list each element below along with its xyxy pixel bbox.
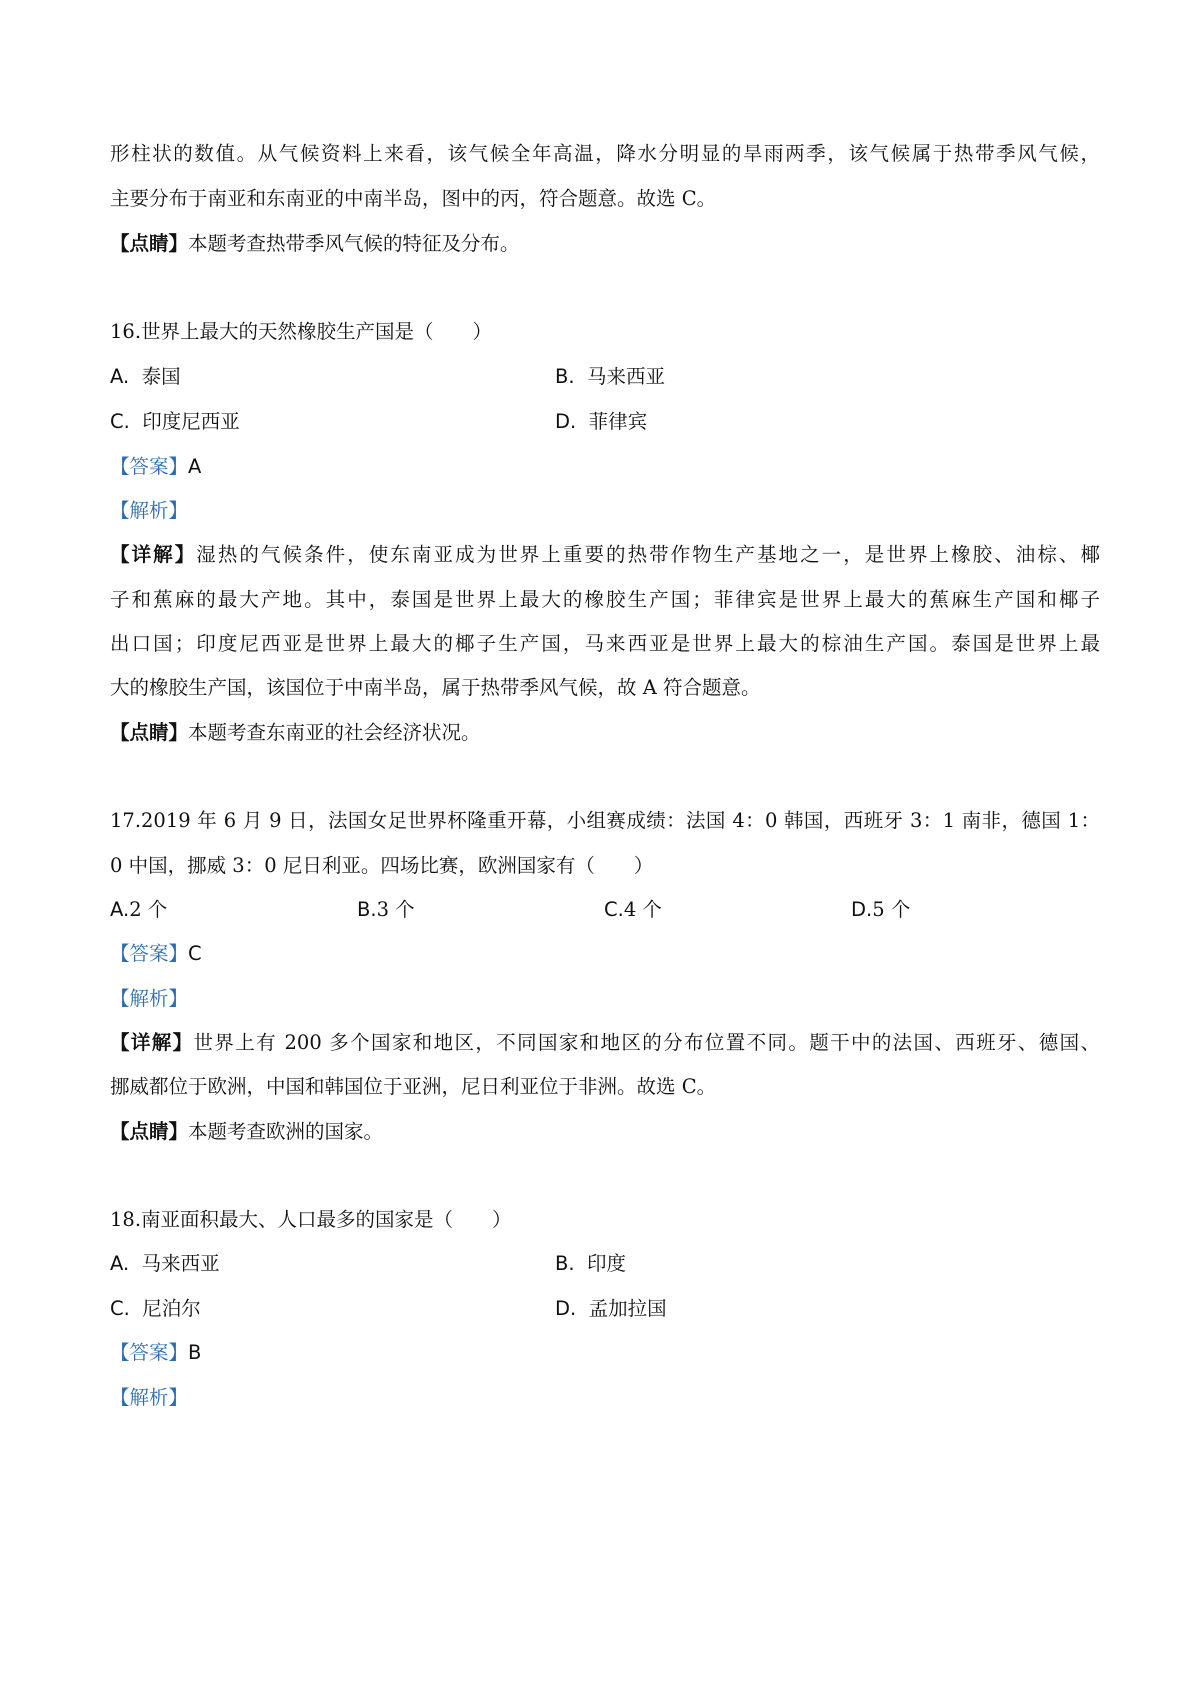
q16-analysis-tag: 【解析】 (110, 499, 189, 522)
detail-tag: 【详解】 (110, 543, 197, 566)
q18-option-d: D. 孟加拉国 (555, 1297, 667, 1320)
intro-line-2: 主要分布于南亚和东南亚的中南半岛，图中的丙，符合题意。故选 C。 (110, 187, 717, 210)
q17-detail-line-2: 挪威都位于欧洲，中国和韩国位于亚洲，尼日利亚位于非洲。故选 C。 (110, 1075, 717, 1098)
q17-option-d: D.5 个 (851, 898, 911, 921)
answer-tag: 【答案】 (110, 942, 189, 965)
answer-value: B (188, 1341, 202, 1364)
q18-analysis-tag: 【解析】 (110, 1386, 189, 1409)
answer-tag: 【答案】 (110, 1341, 189, 1364)
answer-value: A (188, 455, 202, 478)
q16-detail-line-3: 出口国；印度尼西亚是世界上最大的椰子生产国，马来西亚是世界上最大的棕油生产国。泰国是世界上最 (110, 632, 1100, 655)
q16-option-b: B. 马来西亚 (555, 365, 665, 388)
q17-comment (110, 1118, 383, 1146)
q17-answer (110, 940, 202, 968)
q16-detail-line-1: 【详解】湿热的气候条件，使东南亚成为世界上重要的热带作物生产基地之一，是世界上橡胶、油棕、椰 (110, 543, 1100, 566)
q17-option-a: A.2 个 (110, 898, 168, 921)
comment-tag: 【点睛】 (110, 721, 189, 744)
q17-option-b: B.3 个 (357, 898, 415, 921)
q17-stem-line-2: 0 中国，挪威 3：0 尼日利亚。四场比赛，欧洲国家有（ ） (110, 854, 654, 877)
comment-text: 本题考查欧洲的国家。 (188, 1120, 384, 1143)
q16-comment (110, 719, 481, 747)
comment-text: 本题考查东南亚的社会经济状况。 (188, 721, 481, 744)
q18-option-a: A. 马来西亚 (110, 1252, 220, 1275)
q16-option-d: D. 菲律宾 (555, 410, 648, 433)
q16-option-c: C. 印度尼西亚 (110, 410, 240, 433)
comment-text: 本题考查热带季风气候的特征及分布。 (188, 232, 520, 255)
answer-value: C (188, 942, 202, 965)
q17-analysis-tag: 【解析】 (110, 987, 189, 1010)
comment-tag: 【点睛】 (110, 232, 189, 255)
intro-comment (110, 230, 520, 258)
q16-option-a: A. 泰国 (110, 365, 181, 388)
q18-stem: 18.南亚面积最大、人口最多的国家是（ ） (110, 1208, 512, 1231)
comment-tag: 【点睛】 (110, 1120, 189, 1143)
q17-stem-line-1: 17.2019 年 6 月 9 日，法国女足世界杯隆重开幕，小组赛成绩：法国 4：0 韩国，西班牙 3：1 南非，德国 1： (110, 809, 1100, 832)
q18-option-c: C. 尼泊尔 (110, 1297, 201, 1320)
q16-stem: 16.世界上最大的天然橡胶生产国是（ ） (110, 320, 493, 343)
q16-detail-line-2: 子和蕉麻的最大产地。其中，泰国是世界上最大的橡胶生产国；菲律宾是世界上最大的蕉麻生产国和椰子 (110, 588, 1100, 611)
intro-line-1: 形柱状的数值。从气候资料上来看，该气候全年高温，降水分明显的旱雨两季，该气候属于热带季风气候， (110, 142, 1100, 165)
q17-option-c: C.4 个 (604, 898, 662, 921)
q16-answer (110, 453, 201, 481)
q18-answer (110, 1339, 201, 1367)
detail-tag: 【详解】 (110, 1031, 194, 1054)
q17-detail-line-1: 【详解】世界上有 200 多个国家和地区，不同国家和地区的分布位置不同。题干中的法国、西班牙、德国、 (110, 1031, 1100, 1054)
q16-detail-line-4: 大的橡胶生产国，该国位于中南半岛，属于热带季风气候，故 A 符合题意。 (110, 676, 761, 699)
answer-tag: 【答案】 (110, 455, 189, 478)
q18-option-b: B. 印度 (555, 1252, 626, 1275)
